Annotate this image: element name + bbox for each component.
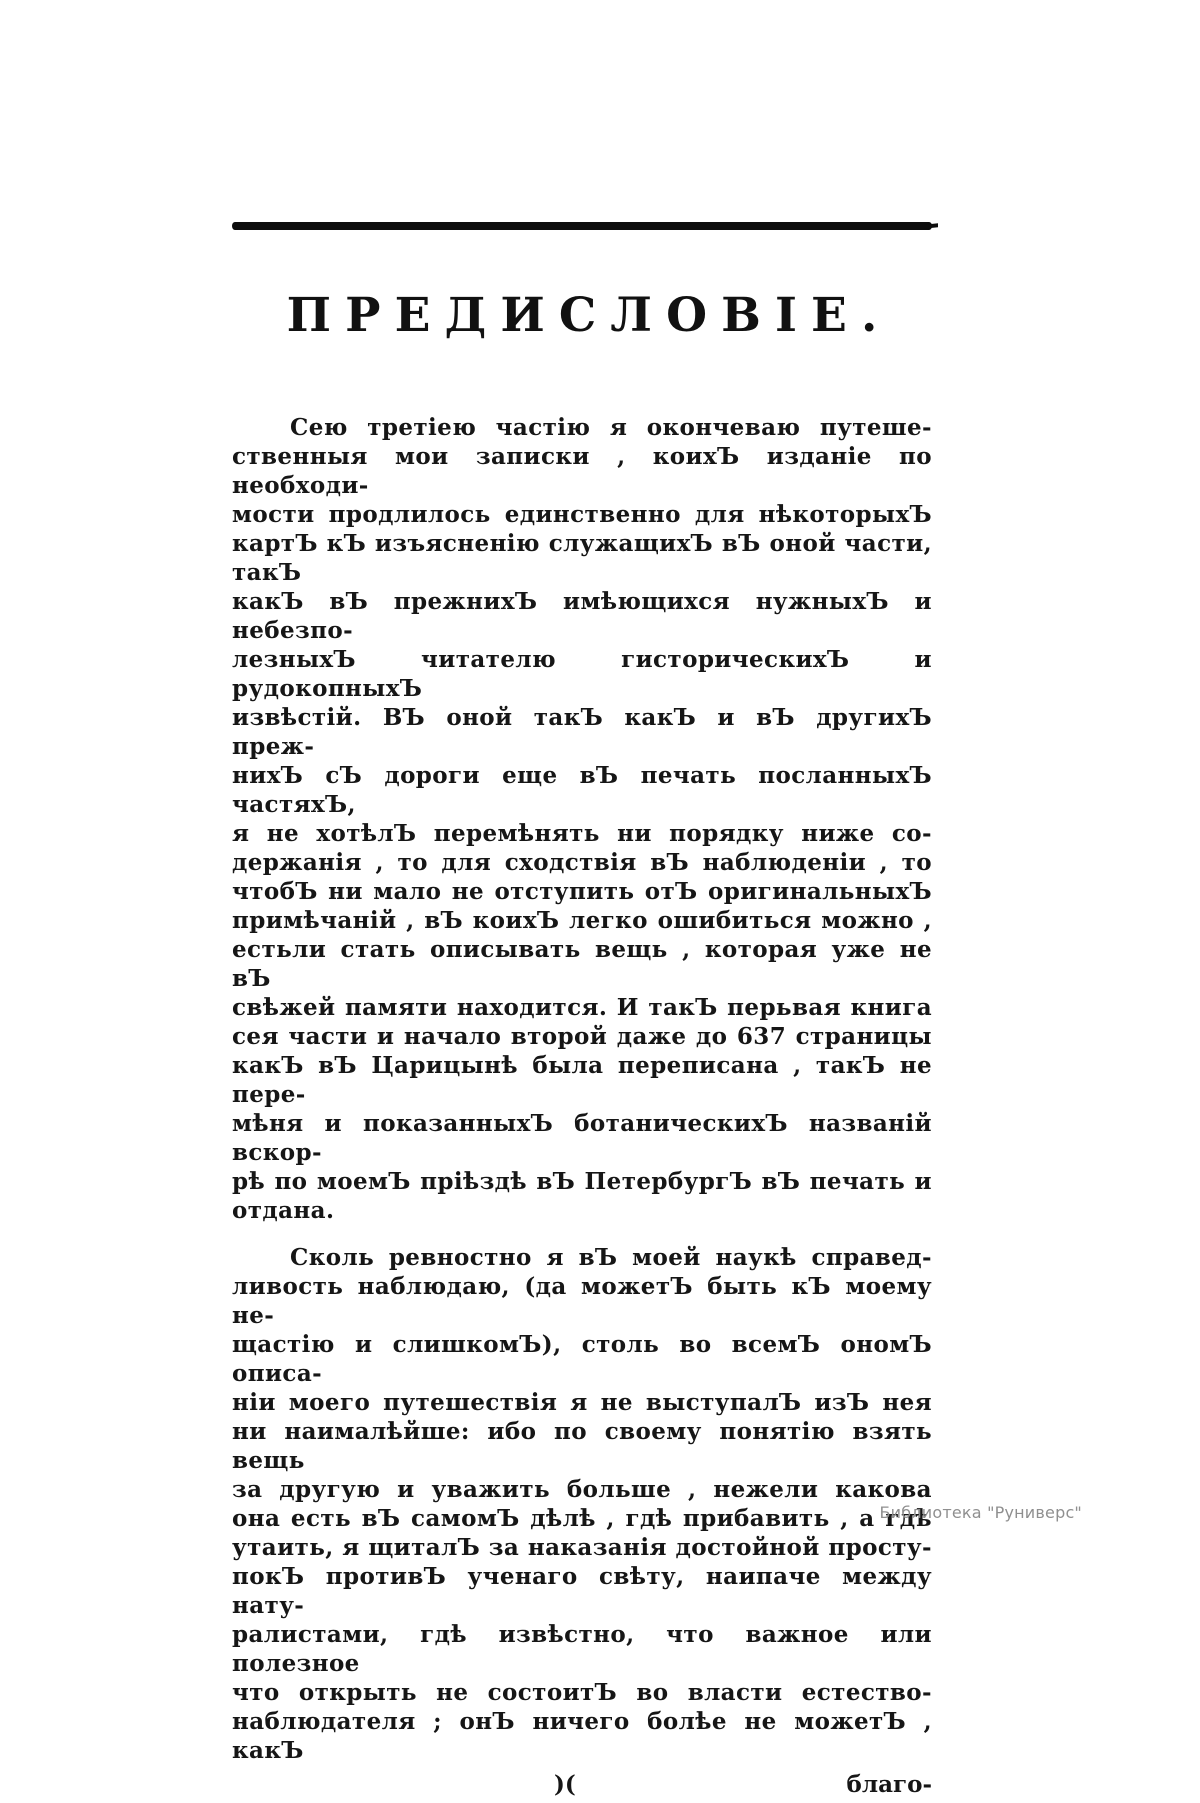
text-line: примѣчаній , вЪ коихЪ легко ошибиться можно , [232,907,932,934]
text-line: какЪ вЪ прежнихЪ имѣющихся нужныхЪ и небезпо- [232,588,932,644]
text-line: ніи моего путешествія я не выступалЪ изЪ нея [232,1389,932,1416]
text-line: за другую и уважить больше , нежели какова [232,1476,932,1503]
text-line: утаить, я щиталЪ за наказанія достойной просту- [232,1534,932,1561]
text-line: что открыть не состоитЪ во власти естество- [232,1679,932,1706]
text-line: отдана. [232,1197,335,1224]
text-line: она есть вЪ самомЪ дѣлѣ , гдѣ прибавить , а гдѣ [232,1505,932,1532]
ornamental-rule [232,222,932,230]
body-text [232,413,932,1765]
text-line: мѣня и показанныхЪ ботаническихЪ названій вскор- [232,1110,932,1166]
text-line: я не хотѣлЪ перемѣнять ни порядку ниже со- [232,820,932,847]
text-line: мости продлилось единственно для нѣкоторыхЪ [232,501,932,528]
text-line: наблюдателя ; онЪ ничего болѣе не можетЪ , какЪ [232,1708,932,1764]
text-line: ралистами, гдѣ извѣстно, что важное или полезное [232,1621,932,1677]
text-line: ливость наблюдаю, (да можетЪ быть кЪ моему не- [232,1273,932,1329]
text-line: покЪ противЪ ученаго свѣту, наипаче между нату- [232,1563,932,1619]
paragraph [232,413,932,1225]
text-line: держанія , то для сходствія вЪ наблюденіи , то [232,849,932,876]
library-watermark: Библиотека "Руниверс" [879,1503,1082,1522]
text-line: свѣжей памяти находится. И такЪ перьвая книга [232,994,932,1021]
paragraph [232,1243,932,1765]
text-line: извѣстій. ВЪ оной такЪ какЪ и вЪ другихЪ преж- [232,704,932,760]
signature-mark: )( [554,1771,576,1798]
text-line: Сколь ревностно я вЪ моей наукѣ справед- [290,1244,932,1271]
book-page [232,0,932,1803]
text-line: ственныя мои записки , коихЪ изданіе по необходи- [232,443,932,499]
text-line: Сею третіею частію я окончеваю путеше- [290,414,932,441]
text-line: чтобЪ ни мало не отступить отЪ оригинальныхЪ [232,878,932,905]
catchword: благо- [846,1771,932,1798]
text-line: нихЪ сЪ дороги еще вЪ печать посланныхЪ частяхЪ, [232,762,932,818]
text-line: рѣ по моемЪ пріѣздѣ вЪ ПетербургЪ вЪ печать и [232,1168,932,1195]
text-line: сея части и начало второй даже до 637 страницы [232,1023,932,1050]
text-line: щастію и слишкомЪ), столь во всемЪ ономЪ описа- [232,1331,932,1387]
page-footer [232,1771,932,1803]
text-line: ни наималѣйше: ибо по своему понятію взять вещь [232,1418,932,1474]
text-line: картЪ кЪ изъясненію служащихЪ вЪ оной части, такЪ [232,530,932,586]
text-line: естьли стать описывать вещь , которая уже не вЪ [232,936,932,992]
page-title: ПРЕДИСЛОВІЕ. [286,288,892,343]
text-line: лезныхЪ читателю гисторическихЪ и рудокопныхЪ [232,646,932,702]
text-line: какЪ вЪ Царицынѣ была переписана , такЪ не пере- [232,1052,932,1108]
